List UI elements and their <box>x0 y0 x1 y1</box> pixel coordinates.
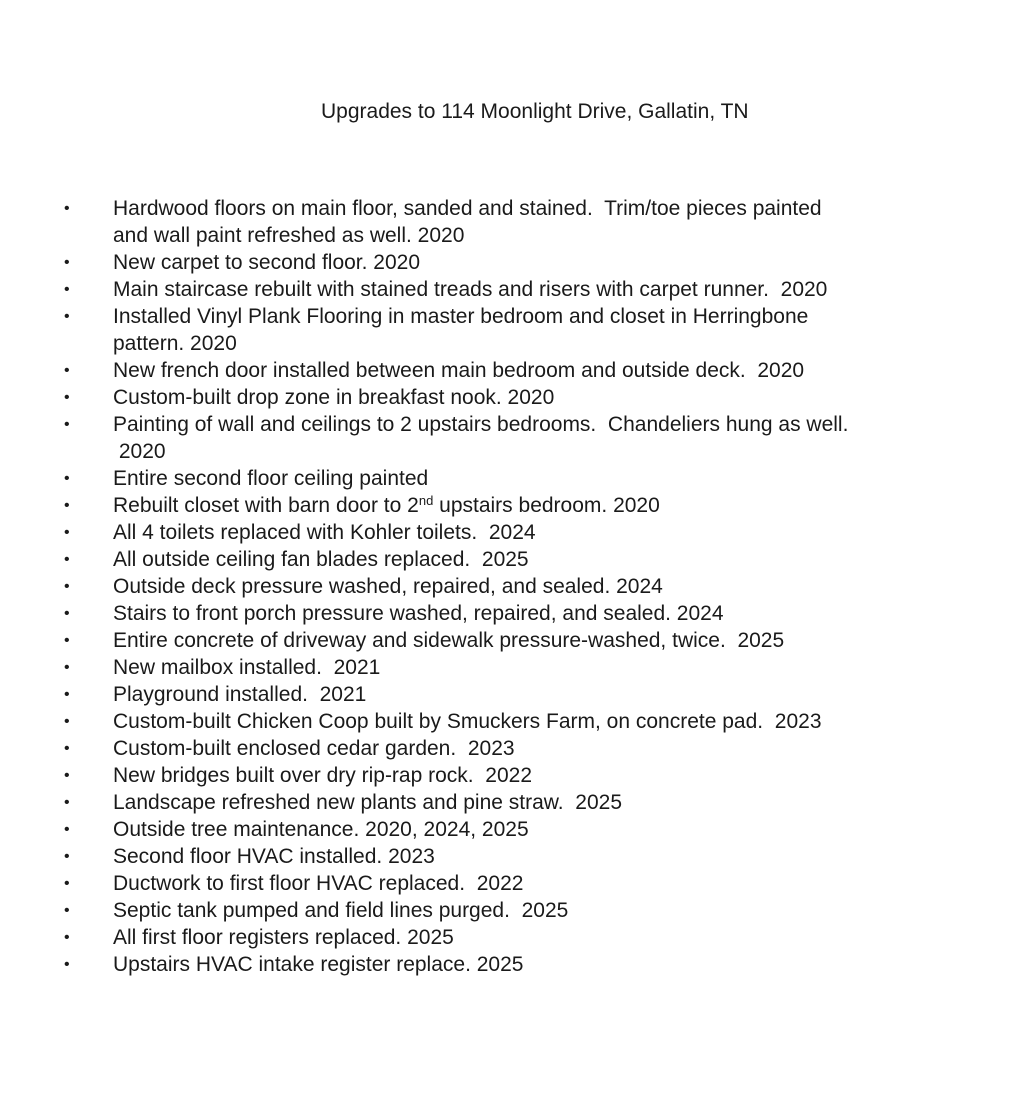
list-item-text: All 4 toilets replaced with Kohler toilets. 2024 <box>113 521 536 544</box>
list-item-text: Custom-built drop zone in breakfast nook. 2020 <box>113 386 555 409</box>
list-item-text: Landscape refreshed new plants and pine straw. 2025 <box>113 791 623 814</box>
list-item <box>0 681 1020 708</box>
bullet-icon: • <box>64 578 70 595</box>
list-item-text: Custom-built Chicken Coop built by Smuckers Farm, on concrete pad. 2023 <box>113 710 822 733</box>
bullet-icon: • <box>64 821 70 838</box>
list-item <box>0 411 1020 465</box>
list-item <box>0 276 1020 303</box>
bullet-icon: • <box>64 848 70 865</box>
list-item <box>0 654 1020 681</box>
bullet-icon: • <box>64 551 70 568</box>
bullet-icon: • <box>64 416 70 433</box>
list-item <box>0 249 1020 276</box>
bullet-icon: • <box>64 686 70 703</box>
list-item-text: New french door installed between main bedroom and outside deck. 2020 <box>113 359 805 382</box>
document-title: Upgrades to 114 Moonlight Drive, Gallatin, TN <box>321 100 749 123</box>
list-item-text: Playground installed. 2021 <box>113 683 367 706</box>
list-item-text: Outside tree maintenance. 2020, 2024, 2025 <box>113 818 529 841</box>
list-item <box>0 546 1020 573</box>
list-item-text: Second floor HVAC installed. 2023 <box>113 845 435 868</box>
bullet-icon: • <box>64 254 70 271</box>
bullet-icon: • <box>64 200 70 217</box>
list-item-text: upstairs bedroom. 2020 <box>433 494 660 517</box>
upgrade-list <box>0 195 1020 978</box>
list-item <box>0 870 1020 897</box>
bullet-icon: • <box>64 497 70 514</box>
bullet-icon: • <box>64 362 70 379</box>
bullet-icon: • <box>64 740 70 757</box>
list-item-text: Ductwork to first floor HVAC replaced. 2022 <box>113 872 524 895</box>
list-item-text: Septic tank pumped and field lines purged. 2025 <box>113 899 569 922</box>
list-item-text: Upstairs HVAC intake register replace. 2025 <box>113 953 524 976</box>
list-item <box>0 384 1020 411</box>
list-item-text: Hardwood floors on main floor, sanded and stained. Trim/toe pieces painted <box>113 197 822 220</box>
list-item <box>0 816 1020 843</box>
bullet-icon: • <box>64 956 70 973</box>
list-item-text: New bridges built over dry rip-rap rock. 2022 <box>113 764 533 787</box>
list-item-text: All first floor registers replaced. 2025 <box>113 926 454 949</box>
list-item <box>0 951 1020 978</box>
list-item <box>0 600 1020 627</box>
list-item-text: pattern. 2020 <box>113 332 237 355</box>
list-item <box>0 492 1020 519</box>
list-item-text: Main staircase rebuilt with stained treads and risers with carpet runner. 2020 <box>113 278 828 301</box>
list-item-text: New carpet to second floor. 2020 <box>113 251 421 274</box>
list-item-text: Painting of wall and ceilings to 2 upstairs bedrooms. Chandeliers hung as well. <box>113 413 849 436</box>
list-item-text: New mailbox installed. 2021 <box>113 656 381 679</box>
bullet-icon: • <box>64 875 70 892</box>
list-item-text: Entire second floor ceiling painted <box>113 467 429 490</box>
list-item <box>0 573 1020 600</box>
list-item <box>0 195 1020 249</box>
bullet-icon: • <box>64 902 70 919</box>
list-item <box>0 519 1020 546</box>
bullet-icon: • <box>64 794 70 811</box>
list-item-text: All outside ceiling fan blades replaced. 2025 <box>113 548 529 571</box>
bullet-icon: • <box>64 308 70 325</box>
list-item <box>0 843 1020 870</box>
list-item-text: Stairs to front porch pressure washed, repaired, and sealed. 2024 <box>113 602 724 625</box>
bullet-icon: • <box>64 605 70 622</box>
list-item <box>0 735 1020 762</box>
list-item <box>0 762 1020 789</box>
list-item-text: Rebuilt closet with barn door to 2 <box>113 494 419 517</box>
bullet-icon: • <box>64 767 70 784</box>
list-item-text: 2020 <box>113 440 166 463</box>
list-item <box>0 627 1020 654</box>
list-item-text: Entire concrete of driveway and sidewalk pressure-washed, twice. 2025 <box>113 629 785 652</box>
list-item <box>0 465 1020 492</box>
bullet-icon: • <box>64 659 70 676</box>
bullet-icon: • <box>64 929 70 946</box>
list-item <box>0 924 1020 951</box>
ordinal-superscript: nd <box>418 493 434 508</box>
bullet-icon: • <box>64 632 70 649</box>
list-item <box>0 303 1020 357</box>
bullet-icon: • <box>64 389 70 406</box>
list-item-text: Custom-built enclosed cedar garden. 2023 <box>113 737 515 760</box>
list-item <box>0 357 1020 384</box>
bullet-icon: • <box>64 524 70 541</box>
bullet-icon: • <box>64 713 70 730</box>
list-item-text: Installed Vinyl Plank Flooring in master bedroom and closet in Herringbone <box>113 305 809 328</box>
list-item <box>0 789 1020 816</box>
list-item-text: and wall paint refreshed as well. 2020 <box>113 224 465 247</box>
list-item <box>0 897 1020 924</box>
list-item <box>0 708 1020 735</box>
bullet-icon: • <box>64 281 70 298</box>
list-item-text: Outside deck pressure washed, repaired, and sealed. 2024 <box>113 575 663 598</box>
bullet-icon: • <box>64 470 70 487</box>
